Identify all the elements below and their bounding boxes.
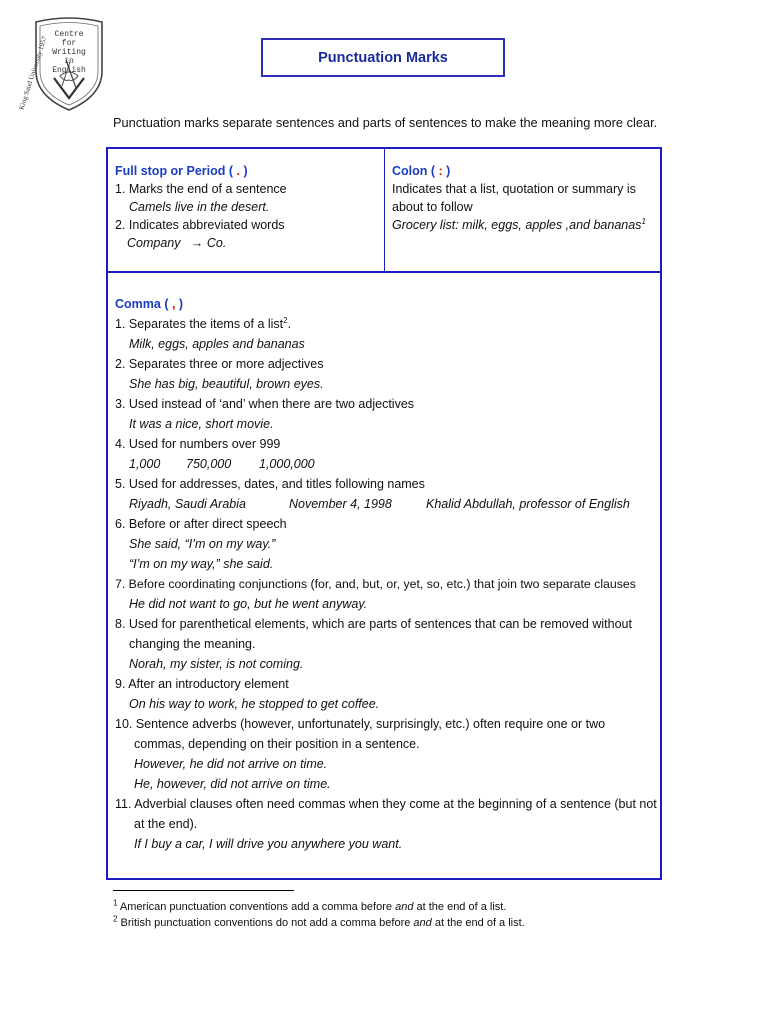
university-logo [17, 16, 112, 114]
colon-example-text: Grocery list: milk, eggs, apples ,and bananas [392, 218, 642, 232]
colon-example [392, 216, 654, 234]
footnote-1-number: 1 [113, 898, 118, 908]
logo-line-3: English [52, 66, 86, 75]
colon-rule: Indicates that a list, quotation or summary is about to follow [392, 182, 636, 214]
period-heading-close: ) [240, 164, 248, 178]
logo-caption [48, 30, 90, 75]
colon-mark: : [438, 164, 443, 178]
period-example-2-abbr: Co. [206, 236, 227, 250]
comma-heading-text: Comma ( [115, 297, 172, 311]
period-heading [115, 162, 287, 180]
period-example-2-full: Company [127, 236, 181, 250]
comma-example-8: Norah, my sister, is not coming. [129, 657, 304, 671]
footnote-1-text: American punctuation conventions add a comma before [117, 901, 396, 913]
comma-example-5 [115, 494, 660, 514]
footnote-separator [113, 890, 294, 891]
logo-arc-text: King Saud University 1957 [17, 35, 49, 111]
comma-example-4 [115, 454, 660, 474]
period-example-2 [115, 234, 287, 252]
title-example: Khalid Abdullah, professor of English [426, 497, 630, 511]
comma-rule-9: 9. After an introductory element [115, 677, 289, 691]
comma-rule-7: 7. Before coordinating conjunctions (for, and, but, or, yet, so, etc.) that join two separate clauses [115, 577, 636, 591]
comma-rule-11: 11. Adverbial clauses often need commas when they come at the beginning of a sentence (but not at the end). [115, 797, 657, 831]
comma-rule-4: 4. Used for numbers over 999 [115, 437, 281, 451]
comma-rule-1-end: . [287, 317, 292, 331]
footnote-2-end: at the end of a list. [431, 917, 525, 929]
period-rule-1: 1. Marks the end of a sentence [115, 182, 287, 196]
number-example-3: 1,000,000 [259, 457, 315, 471]
date-example: November 4, 1998 [289, 497, 392, 511]
period-example-1: Camels live in the desert. [129, 200, 270, 214]
footnote-2-text: British punctuation conventions do not add a comma before [117, 917, 414, 929]
footnote-2-number: 2 [113, 914, 118, 924]
footnote-1-end: at the end of a list. [413, 901, 507, 913]
table-top-row [108, 149, 660, 273]
footnote-ref-1[interactable]: 1 [641, 216, 646, 226]
comma-example-6b: “I’m on my way,” she said. [129, 557, 274, 571]
comma-rule-10: 10. Sentence adverbs (however, unfortunately, surprisingly, etc.) often require one or two commas, depending on their position in a sentence. [115, 717, 606, 751]
footnote-2-italic: and [413, 917, 432, 929]
page-title: Punctuation Marks [261, 38, 505, 77]
footnote-ref-2[interactable]: 2 [283, 315, 288, 325]
punctuation-table [106, 147, 662, 880]
comma-example-7: He did not want to go, but he went anyway. [129, 597, 368, 611]
colon-heading-text: Colon ( [392, 164, 439, 178]
right-arrow-icon: → [190, 236, 204, 250]
logo-line-2: Writing in [52, 48, 86, 66]
comma-example-2: She has big, beautiful, brown eyes. [129, 377, 324, 391]
comma-example-1: Milk, eggs, apples and bananas [129, 337, 305, 351]
comma-section [115, 294, 660, 854]
logo-line-1: Centre for [54, 30, 84, 48]
colon-heading [392, 162, 654, 180]
period-rule-2: 2. Indicates abbreviated words [115, 218, 285, 232]
comma-rule-1 [115, 314, 660, 334]
comma-rule-2: 2. Separates three or more adjectives [115, 357, 324, 371]
comma-rule-6: 6. Before or after direct speech [115, 517, 287, 531]
intro-paragraph: Punctuation marks separate sentences and parts of sentences to make the meaning more clear. [113, 115, 658, 130]
number-example-1: 1,000 [129, 457, 161, 471]
colon-heading-close: ) [442, 164, 451, 178]
comma-example-6a: She said, “I’m on my way.” [129, 537, 276, 551]
period-content [115, 162, 287, 252]
comma-heading-close: ) [175, 297, 184, 311]
period-heading-text: Full stop or Period ( [115, 164, 237, 178]
comma-example-10b: He, however, did not arrive on time. [134, 777, 331, 791]
footnote-1-italic: and [395, 901, 414, 913]
number-example-2: 750,000 [186, 457, 232, 471]
comma-rule-8: 8. Used for parenthetical elements, which are parts of sentences that can be removed without changing the meaning. [115, 617, 632, 651]
footnote-1 [113, 899, 525, 915]
footnotes [113, 899, 525, 931]
comma-example-9: On his way to work, he stopped to get coffee. [129, 697, 380, 711]
period-cell [108, 149, 385, 271]
comma-example-10a: However, he did not arrive on time. [134, 757, 328, 771]
footnote-2 [113, 915, 525, 931]
comma-heading [115, 294, 660, 314]
period-mark: . [236, 164, 241, 178]
comma-example-11: If I buy a car, I will drive you anywhere you want. [134, 837, 403, 851]
comma-example-3: It was a nice, short movie. [129, 417, 274, 431]
address-example: Riyadh, Saudi Arabia [129, 497, 246, 511]
comma-rule-1-text: 1. Separates the items of a list [115, 317, 284, 331]
comma-rule-5: 5. Used for addresses, dates, and titles following names [115, 477, 425, 491]
colon-content [392, 162, 654, 234]
comma-mark: , [171, 297, 176, 311]
colon-cell [385, 149, 660, 271]
comma-rule-3: 3. Used instead of ‘and’ when there are two adjectives [115, 397, 415, 411]
